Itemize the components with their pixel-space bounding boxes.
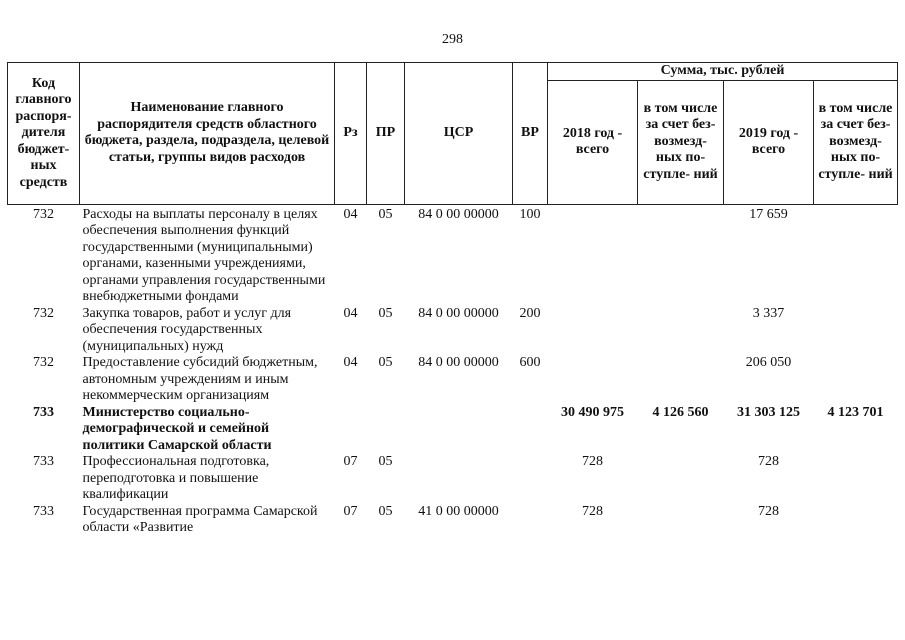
cell-rz: 04 — [343, 305, 358, 321]
cell-csr: 84 0 00 00000 — [418, 206, 499, 222]
header-vr: ВР — [513, 63, 548, 205]
cell-rz — [335, 405, 367, 455]
cell-2018-free — [638, 306, 724, 356]
table-row — [8, 355, 898, 405]
cell-code: 732 — [33, 355, 54, 370]
cell-rz: 07 — [343, 454, 358, 469]
cell-csr — [405, 454, 513, 504]
cell-vr: 200 — [519, 305, 541, 321]
cell-2019-total: 728 — [758, 503, 779, 519]
header-2019-free: в том числе за счет без- возмезд- ных по- ступле- ний — [814, 80, 898, 204]
cell-csr: 84 0 00 00000 — [418, 305, 499, 321]
cell-2019-total: 3 337 — [752, 305, 785, 321]
header-name: Наименование главного распорядителя средств областного бюджета, раздела, подраздела, целевой статьи, группы видов расходов — [80, 63, 335, 205]
cell-name: Министерство социально-демографической и семейной политики Самарской области — [82, 404, 272, 453]
cell-code: 733 — [33, 503, 54, 519]
cell-code: 732 — [33, 305, 54, 321]
cell-2019-total: 31 303 125 — [737, 404, 800, 420]
table-row — [8, 454, 898, 504]
cell-name: Профессиональная подготовка, переподготовка и повышение квалификации — [82, 454, 270, 502]
cell-rz: 04 — [343, 355, 358, 370]
cell-rz: 04 — [343, 206, 358, 222]
cell-2018-total: 30 490 975 — [561, 404, 624, 420]
cell-2019-total: 206 050 — [745, 355, 792, 370]
cell-pr: 05 — [378, 206, 393, 222]
cell-pr: 05 — [378, 355, 393, 370]
cell-vr: 100 — [519, 206, 541, 222]
cell-vr — [513, 504, 548, 537]
cell-2018-total — [548, 306, 638, 356]
header-2019-total: 2019 год - всего — [724, 80, 814, 204]
cell-rz: 07 — [343, 503, 358, 519]
cell-name: Расходы на выплаты персоналу в целях обеспечения выполнения функций государственными (муниципальными) органами, казенными учреждениями, органами управления государственными внебюджетными фондами — [82, 206, 326, 304]
table-row — [8, 204, 898, 306]
table-row — [8, 306, 898, 356]
cell-2018-total: 728 — [582, 454, 603, 469]
cell-code: 733 — [33, 454, 54, 469]
cell-2018-free — [638, 504, 724, 537]
header-2018-total: 2018 год - всего — [548, 80, 638, 204]
cell-2019-free — [814, 306, 898, 356]
cell-2019-free — [814, 204, 898, 306]
cell-2019-free — [814, 355, 898, 405]
cell-csr: 84 0 00 00000 — [418, 355, 499, 370]
header-pr: ПР — [367, 63, 405, 205]
budget-table — [7, 62, 898, 537]
cell-2018-free: 4 126 560 — [652, 404, 709, 420]
cell-2019-total: 728 — [758, 454, 779, 469]
cell-pr: 05 — [378, 454, 393, 469]
cell-pr — [367, 405, 405, 455]
header-2018-free: в том числе за счет без- возмезд- ных по- ступле- ний — [638, 80, 724, 204]
header-rz: Рз — [335, 63, 367, 205]
cell-2018-total: 728 — [582, 503, 603, 519]
table-row — [8, 504, 898, 537]
cell-2018-free — [638, 454, 724, 504]
cell-2019-free — [814, 504, 898, 537]
cell-code: 733 — [33, 404, 54, 420]
cell-csr — [405, 405, 513, 455]
cell-2018-free — [638, 204, 724, 306]
cell-csr: 41 0 00 00000 — [418, 503, 499, 519]
cell-2019-free: 4 123 701 — [827, 404, 884, 420]
cell-vr — [513, 454, 548, 504]
cell-2019-free — [814, 454, 898, 504]
cell-pr: 05 — [378, 503, 393, 519]
cell-name: Закупка товаров, работ и услуг для обеспечения государственных (муниципальных) нужд — [82, 305, 292, 354]
cell-vr: 600 — [519, 355, 541, 370]
cell-code: 732 — [33, 206, 54, 222]
cell-name: Предоставление субсидий бюджетным, автономным учреждениям и иным некоммерческим организациям — [82, 355, 318, 403]
cell-vr — [513, 405, 548, 455]
header-code: Код главного распоря- дителя бюджет- ных средств — [8, 63, 80, 205]
header-sum-group: Сумма, тыс. рублей — [548, 63, 898, 81]
cell-2018-total — [548, 204, 638, 306]
cell-2018-free — [638, 355, 724, 405]
table-row — [8, 405, 898, 455]
cell-2018-total — [548, 355, 638, 405]
page-number: 298 — [442, 32, 463, 47]
cell-pr: 05 — [378, 305, 393, 321]
header-csr: ЦСР — [405, 63, 513, 205]
cell-2019-total: 17 659 — [749, 206, 788, 222]
cell-name: Государственная программа Самарской области «Развитие — [82, 503, 318, 535]
